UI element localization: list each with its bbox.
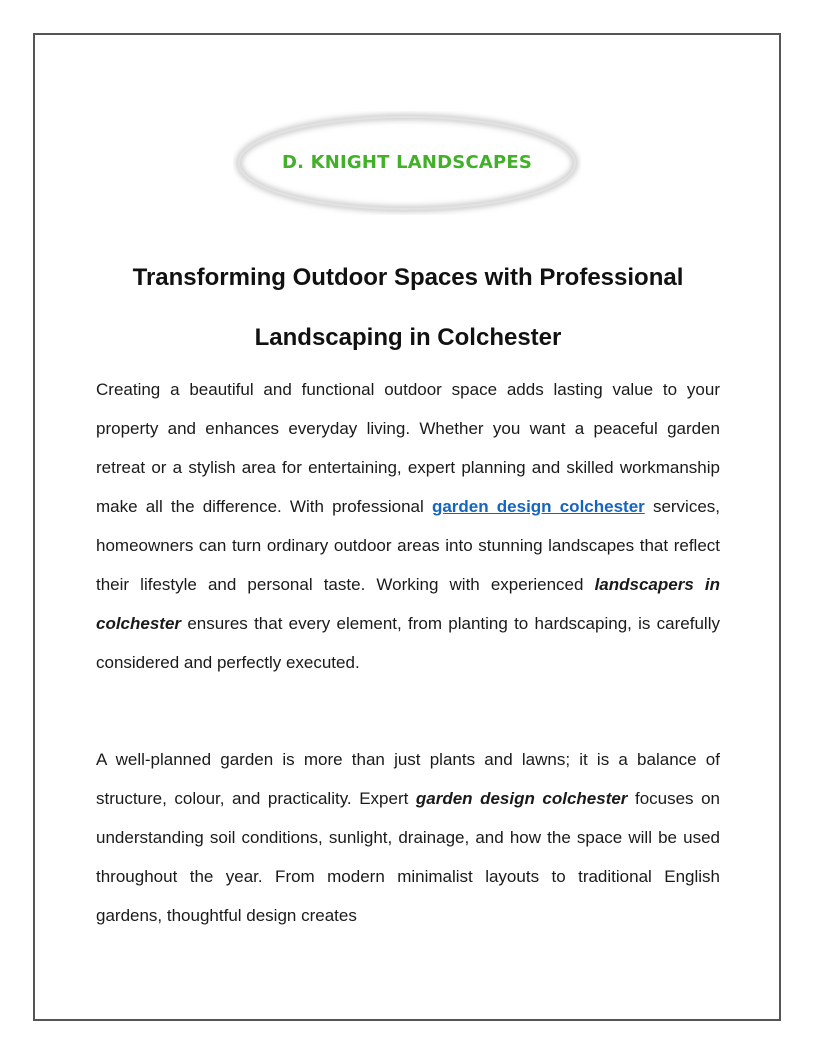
paragraph-1-text-b: services, homeowners can turn ordinary outdoor areas into stunning landscapes that reflect their lifestyle and personal taste. Working with experienced	[96, 497, 721, 594]
garden-design-colchester-emphasis: garden design colchester	[415, 789, 628, 808]
paragraph-1	[96, 370, 720, 682]
paragraph-1-text-c: ensures that every element, from planting to hardscaping, is carefully considered and perfectly executed.	[96, 614, 720, 672]
logo-text: D. KNIGHT LANDSCAPES	[281, 152, 533, 173]
paragraph-2	[96, 740, 720, 936]
paragraph-2-text-b: focuses on understanding soil conditions, sunlight, drainage, and how the space will be used throughout the year. From modern minimalist layouts to traditional English gardens, thoughtful design creates	[96, 789, 720, 925]
paragraph-2-text-a: A well-planned garden is more than just plants and lawns; it is a balance of structure, colour, and practicality. Expert	[96, 750, 720, 808]
landscapers-in-colchester-emphasis: landscapers in colchester	[96, 575, 720, 633]
page-title	[96, 248, 720, 368]
title-line-2: Landscaping in Colchester	[254, 324, 562, 351]
title-line-1: Transforming Outdoor Spaces with Professional	[132, 264, 684, 291]
paragraph-1-text-a: Creating a beautiful and functional outdoor space adds lasting value to your property and enhances everyday living. Whether you want a peaceful garden retreat or a stylish area for entertaining, expert planning and skilled workmanship make all the difference. With professional	[96, 380, 720, 516]
garden-design-colchester-link[interactable]: garden design colchester	[431, 497, 645, 516]
company-logo	[233, 111, 581, 215]
